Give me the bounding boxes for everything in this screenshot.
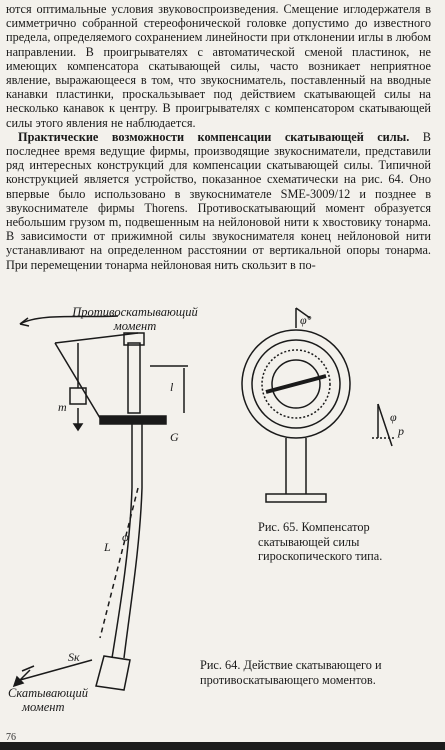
counter-skate-label-line1: Противоскатывающий <box>72 305 198 319</box>
letter-phi0: φ° <box>300 313 312 327</box>
paragraph-2-body: В последнее время ведущие фирмы, производящие звукосниматели, представили ряд интересных конструкций для компенсации скатывающей силы. Типичной конструкцией является устройство, показанное схематически на рис. 64. Оно впервые было использовано в звукоснимателе SME-3009/12 и позднее в звукоснимателе фирмы Thorens. Противоскатывающий момент образуется небольшим грузом m, подвешенным на нейлоновой нити к хвостовику тонарма. В зависимости от прижимной силы звукоснимателя конец нейлоновой нити устанавливают на определенном расстоянии от вертикальной опоры тонарма. При перемещении тонарма нейлоновая нить скользит в по- <box>6 129 431 272</box>
tail-arm <box>55 333 138 343</box>
section-heading: Практические возможности компенсации скатывающей силы. <box>18 129 410 144</box>
support-column <box>128 343 140 413</box>
page-number: 76 <box>6 732 16 742</box>
skate-label <box>8 686 138 714</box>
paragraph-1: ются оптимальные условия звуковоспроизведения. Смещение иглодержателя в симметрично собранной стереофонической головке допустимо до известного предела, определяемого сохранением линейности при отклонении иглы в любом направлении. В проигрывателях с автоматической сменой пластинок, не имеющих компенсатора скатывающей силы, часто возникает неприятное явление, выражающееся в том, что звукосниматель, поставленный на вводные канавки пластинки, проскальзывает под действием скатывающей силы на несколько канавок к центру. В проигрывателях с компенсатором скатывающей силы этого явления не наблюдается. <box>6 2 431 130</box>
letter-phi-65: φ <box>390 410 397 424</box>
body-text <box>6 2 431 272</box>
counter-skate-label <box>60 305 210 333</box>
bottom-bar <box>0 742 445 750</box>
skate-label-line2: момент <box>22 700 65 714</box>
figure-65-caption: Рис. 65. Компенсатор скатывающей силы гироскопического типа. <box>258 520 383 563</box>
figure-65-drawing <box>242 308 396 502</box>
letter-m: m <box>58 400 67 414</box>
stem-base <box>266 494 326 502</box>
figure-64-drawing <box>14 316 188 690</box>
letter-L: L <box>104 540 111 554</box>
counter-skate-label-line2: момент <box>113 319 157 333</box>
letter-Sk: Sк <box>68 650 80 664</box>
figure-64-caption: Рис. 64. Действие скатывающего и противоскатывающего моментов. <box>200 658 382 687</box>
skate-arrow-upper <box>22 666 34 671</box>
gyro-bar <box>266 376 326 392</box>
skate-label-line1: Скатывающий <box>8 686 88 700</box>
sk-force-line <box>20 660 92 680</box>
letter-l: l <box>170 380 174 394</box>
weight-arrowhead <box>74 424 82 430</box>
headshell <box>96 656 130 690</box>
letter-phi-64: φ <box>122 530 129 544</box>
paragraph-2 <box>6 130 431 272</box>
letter-p: p <box>398 424 404 438</box>
letter-G: G <box>170 430 179 444</box>
base-bar <box>100 416 166 424</box>
